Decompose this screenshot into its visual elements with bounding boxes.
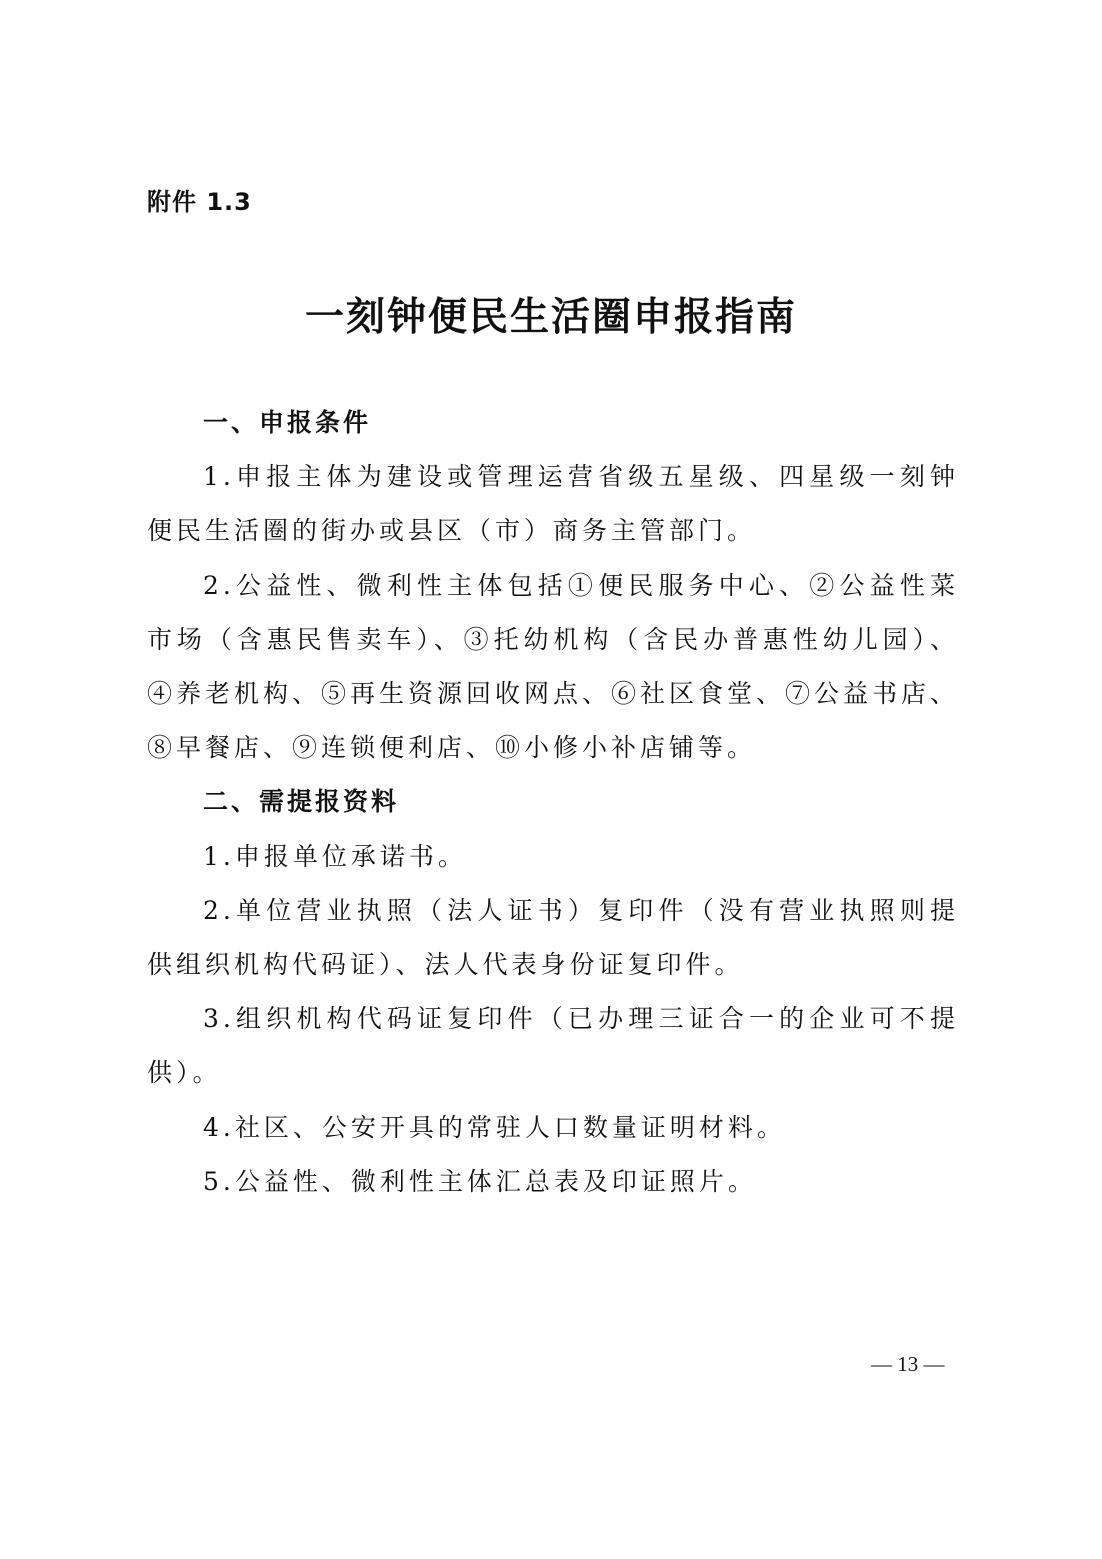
material-item-2: 2.单位营业执照（法人证书）复印件（没有营业执照则提供组织机构代码证）、法人代表身份证复印件。 [147,895,959,980]
document-body [147,396,959,1209]
document-title: 一刻钟便民生活圈申报指南 [304,294,797,340]
condition-item-1: 1.申报主体为建设或管理运营省级五星级、四星级一刻钟便民生活圈的街办或县区（市）商务主管部门。 [147,462,959,546]
attachment-label: 附件 1.3 [147,188,252,216]
page-number: — 13 — [871,1352,945,1376]
section-heading-materials: 二、需提报资料 [203,787,400,817]
condition-item-2: 2.公益性、微利性主体包括①便民服务中心、②公益性菜市场（含惠民售卖车）、③托幼机构（含民办普惠性幼儿园）、④养老机构、⑤再生资源回收网点、⑥社区食堂、⑦公益书店、⑧早餐店、⑨连锁便利店、⑩小修小补店铺等。 [147,570,960,763]
section-heading-conditions: 一、申报条件 [203,408,372,437]
material-item-1: 1.申报单位承诺书。 [203,841,467,871]
material-item-3: 3.组织机构代码证复印件（已办理三证合一的企业可不提供）。 [147,1004,959,1088]
material-item-4: 4.社区、公安开具的常驻人口数量证明材料。 [203,1112,786,1142]
material-item-5: 5.公益性、微利性主体汇总表及印证照片。 [203,1166,757,1196]
